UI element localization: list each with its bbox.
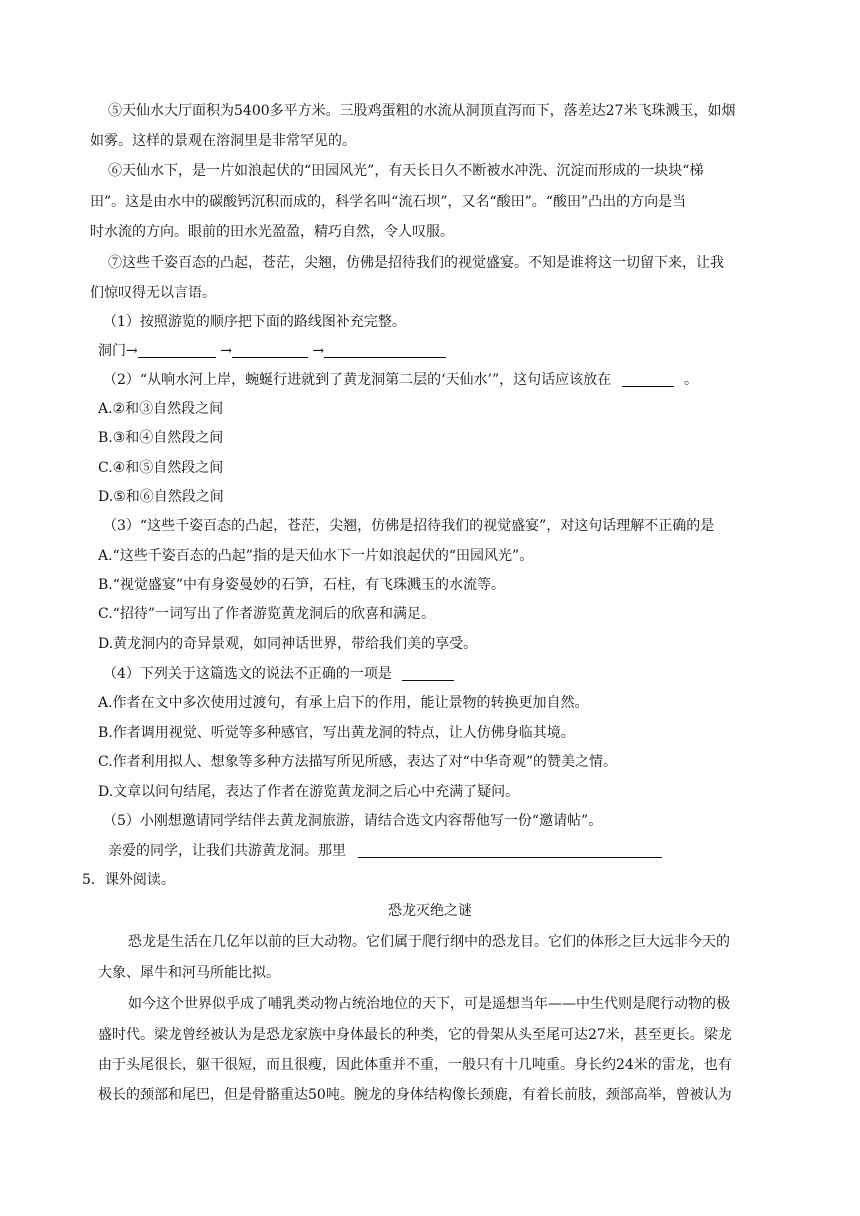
route-arrow-2: → (312, 343, 325, 359)
passage-p7-line2: 们惊叹得无以言语。 (90, 285, 216, 301)
route-blank-1[interactable] (138, 343, 216, 358)
question-2-end: 。 (684, 372, 699, 388)
question-1-route (98, 341, 446, 361)
route-start: 洞门→ (98, 343, 138, 359)
question-2-prompt-line (103, 370, 698, 390)
route-blank-2[interactable] (232, 343, 308, 358)
question-4-prompt-line (103, 664, 454, 684)
question-4-option-c: C.作者利用拟人、想象等多种方法描写所见所感，表达了对“中华奇观”的赞美之情。 (98, 754, 617, 770)
question-4-option-a: A.作者在文中多次使用过渡句，有承上启下的作用，能让景物的转换更加自然。 (98, 695, 589, 711)
article-title: 恐龙灭绝之谜 (388, 903, 472, 919)
passage-p6-line3: 时水流的方向。眼前的田水光盈盈，精巧自然，令人叹服。 (90, 224, 454, 240)
question-3-option-b: B.“视觉盛宴”中有身姿曼妙的石笋，石柱，有飞珠溅玉的水流等。 (98, 577, 506, 593)
question-5-invite: 亲爱的同学，让我们共游黄龙洞。那里 (108, 843, 346, 859)
route-blank-3[interactable] (324, 343, 446, 358)
question-3-prompt: （3）“这些千姿百态的凸起，苍茫，尖翘，仿佛是招待我们的视觉盛宴”，对这句话理解不正确的是 (103, 518, 715, 534)
question-3-option-a: A.“这些千姿百态的凸起”指的是天仙水下一片如浪起伏的“田园风光”。 (98, 548, 534, 564)
passage-p7-line1: ⑦这些千姿百态的凸起，苍茫，尖翘，仿佛是招待我们的视觉盛宴。不知是谁将这一切留下来，让我 (108, 255, 724, 271)
section-5-heading: 5．课外阅读。 (82, 872, 175, 888)
question-4-answer-blank[interactable] (402, 666, 454, 681)
question-3-option-d: D.黄龙洞内的奇异景观，如同神话世界，带给我们美的享受。 (98, 636, 478, 652)
passage-p6-line2: 田”。这是由水中的碳酸钙沉积而成的，科学名叫“流石坝”，又名“酸田”。“酸田”凸出的方向是当 (90, 194, 687, 210)
passage-p5-line1: ⑤天仙水大厅面积为5400多平方米。三股鸡蛋粗的水流从洞顶直泻而下，落差达27米飞珠溅玉，如烟 (108, 103, 736, 119)
article-p2-line3: 由于头尾很长，躯干很短，而且很瘦，因此体重并不重，一般只有十几吨重。身长约24米的雷龙，也有 (98, 1057, 732, 1073)
article-p2-line4: 极长的颈部和尾巴，但是骨骼重达50吨。腕龙的身体结构像长颈鹿，有着长前肢，颈部高举，曾被认为 (98, 1087, 732, 1103)
question-2-option-b: B.③和④自然段之间 (98, 430, 224, 446)
question-4-option-b: B.作者调用视觉、听觉等多种感官，写出黄龙洞的特点，让人仿佛身临其境。 (98, 725, 575, 741)
question-3-option-c: C.“招待”一词写出了作者游览黄龙洞后的欣喜和满足。 (98, 606, 435, 622)
question-2-prompt: （2）“从响水河上岸，蜿蜒行进就到了黄龙洞第二层的‘天仙水’”，这句话应该放在 (103, 372, 612, 388)
article-p1-line1: 恐龙是生活在几亿年以前的巨大动物。它们属于爬行纲中的恐龙目。它们的体形之巨大远非今天的 (128, 934, 730, 950)
question-2-option-a: A.②和③自然段之间 (98, 401, 224, 417)
article-p2-line1: 如今这个世界似乎成了哺乳类动物占统治地位的天下，可是遥想当年——中生代则是爬行动物的极 (128, 996, 730, 1012)
question-1-prompt: （1）按照游览的顺序把下面的路线图补充完整。 (103, 314, 406, 330)
article-p1-line2: 大象、犀牛和河马所能比拟。 (98, 965, 280, 981)
question-2-option-c: C.④和⑤自然段之间 (98, 460, 224, 476)
question-5-answer-blank[interactable] (358, 843, 662, 858)
question-4-option-d: D.文章以问句结尾，表达了作者在游览黄龙洞之后心中充满了疑问。 (98, 784, 520, 800)
question-2-option-d: D.⑤和⑥自然段之间 (98, 489, 224, 505)
passage-p6-line1: ⑥天仙水下，是一片如浪起伏的“田园风光”，有天长日久不断被水冲洗、沉淀而形成的一块块“梯 (108, 163, 704, 179)
passage-p5-line2: 如雾。这样的景观在溶洞里是非常罕见的。 (90, 133, 356, 149)
route-arrow-1: → (220, 343, 232, 359)
question-2-answer-blank[interactable] (622, 372, 674, 387)
article-p2-line2: 盛时代。梁龙曾经被认为是恐龙家族中身体最长的种类，它的骨架从头至尾可达27米，甚至更长。梁龙 (98, 1027, 732, 1043)
question-5-prompt: （5）小刚想邀请同学结伴去黄龙洞旅游，请结合选文内容帮他写一份“邀请帖”。 (103, 813, 603, 829)
question-4-prompt: （4）下列关于这篇选文的说法不正确的一项是 (103, 666, 392, 682)
question-5-invite-line (108, 841, 662, 861)
